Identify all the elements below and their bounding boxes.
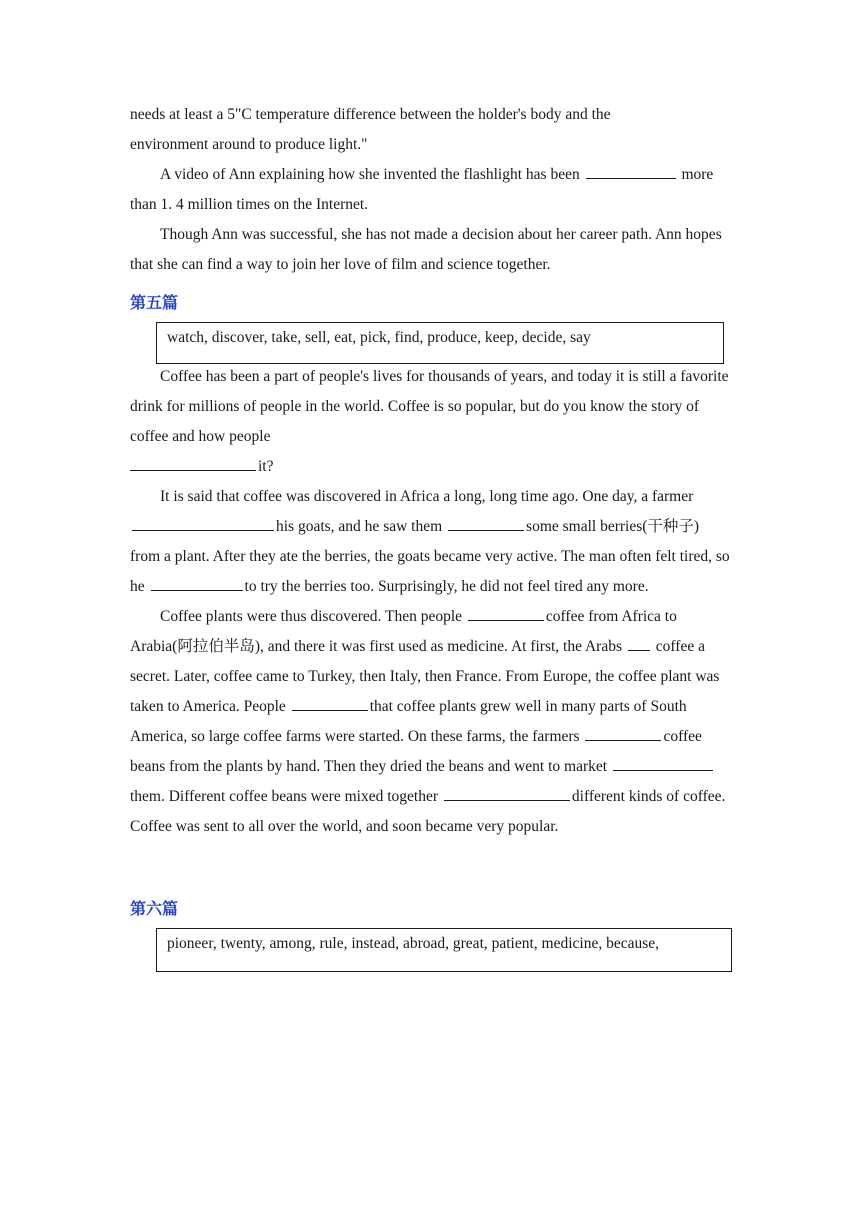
paragraph-coffee-intro (130, 362, 730, 452)
text: it? (258, 458, 274, 475)
word-bank-box-6 (156, 928, 732, 972)
text: Though Ann was successful, she has not made a decision about her career path. Ann hopes that she can find a way to join her love of film and science together. (130, 226, 722, 273)
text: some small berries(干种子) from a plant. After they ate the berries, the goats became very active. The man often felt tired, so he (130, 518, 730, 595)
answer-blank[interactable] (130, 452, 256, 471)
answer-blank[interactable] (586, 160, 676, 179)
section-heading-6: 第六篇 (130, 899, 179, 918)
text: coffee a secret. Later, coffee came to Turkey, then Italy, then France. From Europe, the coffee plant was taken to America. People (130, 638, 720, 715)
paragraph-video (130, 160, 730, 220)
paragraph-coffee-discovery (130, 482, 730, 602)
text: coffee from Africa to Arabia(阿拉伯半岛), and there it was first used as medicine. At first, the Arabs (130, 608, 677, 655)
paragraph-continued (130, 100, 730, 160)
word-bank: watch, discover, take, sell, eat, pick, find, produce, keep, decide, say (167, 329, 591, 346)
paragraph-coffee-history (130, 602, 730, 842)
answer-blank[interactable] (613, 752, 713, 771)
answer-blank[interactable] (628, 632, 650, 651)
section-heading-5: 第五篇 (130, 293, 179, 312)
document-page (130, 100, 730, 972)
word-bank-box (156, 322, 724, 364)
text: his goats, and he saw them (276, 518, 443, 535)
text: that coffee plants grew well in many parts of South America, so large coffee farms were started. On these farms, the farmers (130, 698, 687, 745)
text: Coffee plants were thus discovered. Then people (160, 608, 463, 625)
answer-blank[interactable] (292, 692, 368, 711)
answer-blank[interactable] (448, 512, 524, 531)
paragraph-coffee-intro-end (130, 452, 730, 482)
text: It is said that coffee was discovered in Africa a long, long time ago. One day, a farmer (160, 488, 694, 505)
text: more than 1. 4 million times on the Internet. (130, 166, 714, 213)
word-bank: pioneer, twenty, among, rule, instead, abroad, great, patient, medicine, because, (167, 935, 660, 952)
answer-blank[interactable] (132, 512, 274, 531)
answer-blank[interactable] (151, 572, 243, 591)
text: to try the berries too. Surprisingly, he did not feel tired any more. (244, 578, 649, 595)
text: Coffee has been a part of people's lives for thousands of years, and today it is still a favorite drink for millions of people in the world. Coffee is so popular, but do you know the story of coffee and how people (130, 368, 729, 445)
text: different kinds of coffee. Coffee was sent to all over the world, and soon became very popular. (130, 788, 726, 835)
text: A video of Ann explaining how she invented the flashlight has been (160, 166, 580, 183)
text: needs at least a 5"C temperature difference between the holder's body and the (130, 106, 611, 123)
answer-blank[interactable] (468, 602, 544, 621)
text: them. Different coffee beans were mixed together (130, 788, 439, 805)
text: coffee beans from the plants by hand. Then they dried the beans and went to market (130, 728, 702, 775)
answer-blank[interactable] (444, 782, 570, 801)
answer-blank[interactable] (585, 722, 661, 741)
paragraph-career (130, 220, 730, 280)
text: environment around to produce light." (130, 136, 368, 153)
